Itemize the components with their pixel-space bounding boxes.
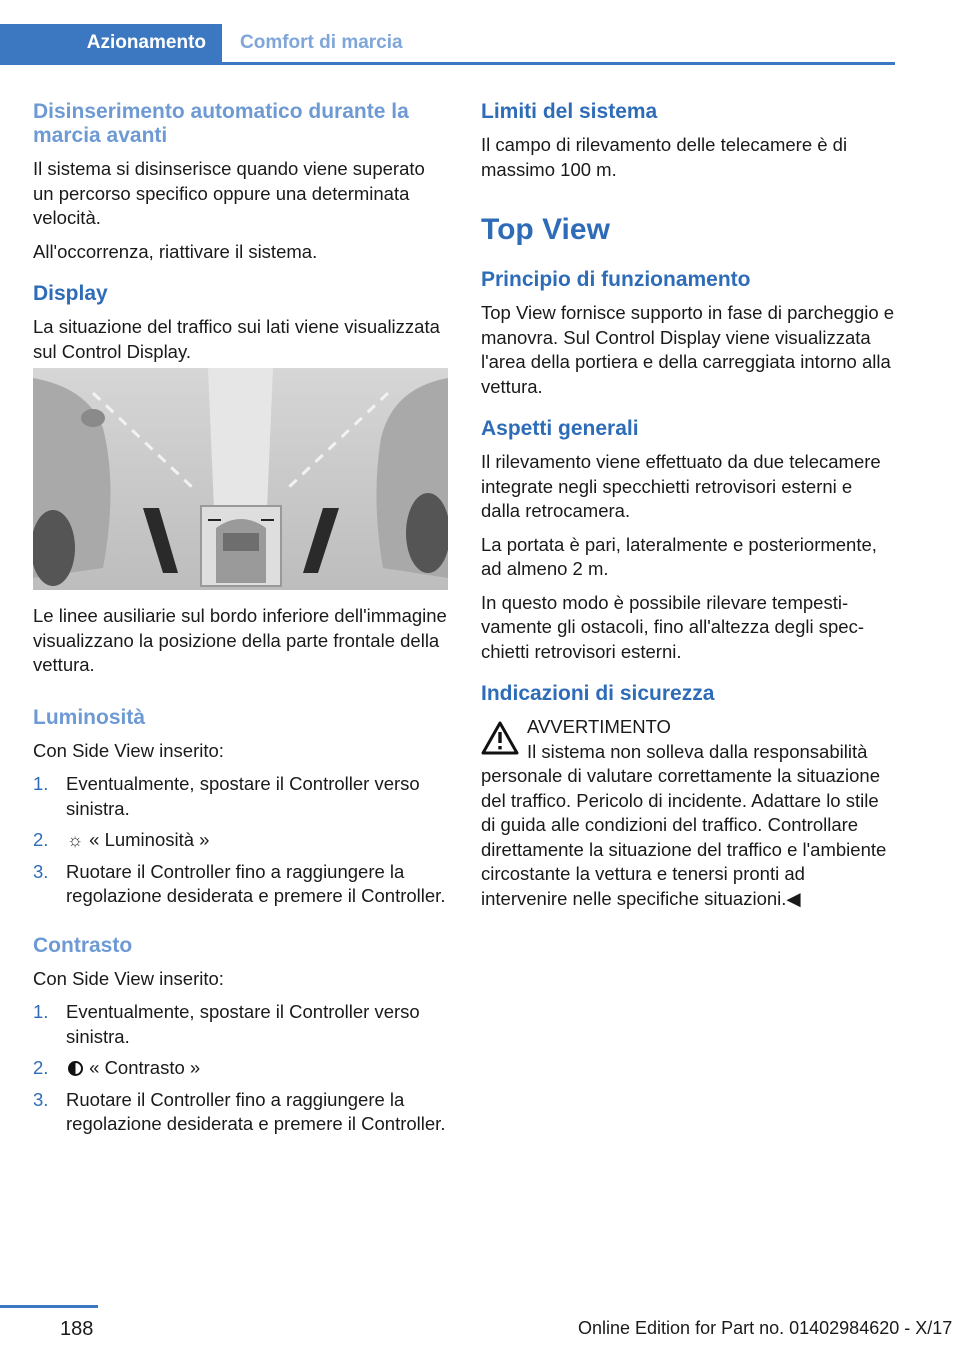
- paragraph-contrasto-intro: Con Side View inserito:: [33, 967, 224, 989]
- paragraph-aspetti-3: In questo modo è possibile rilevare tempestivamente gli ostacoli, fino all'altezza degli specchietti retrovisori esterni.: [481, 591, 864, 662]
- warning-triangle-icon: [481, 721, 519, 755]
- heading-aspetti: Aspetti generali: [481, 417, 639, 440]
- contrasto-steps: [33, 1000, 448, 1137]
- paragraph-aspetti-2: La portata è pari, lateralmente e posteriormente, ad almeno 2 m.: [481, 533, 877, 579]
- list-item: 1. Eventualmente, spostare il Controller verso sinistra.: [33, 1001, 420, 1047]
- paragraph-aspetti-1: Il rilevamento viene effettuato da due telecamere integrate negli specchietti retrovisori esterni e dalla retrocamera.: [481, 451, 881, 521]
- heading-limiti: Limiti del sistema: [481, 100, 658, 123]
- heading-display: Display: [33, 282, 108, 305]
- heading-principio: Principio di funzionamento: [481, 268, 751, 291]
- warning-block: [481, 715, 896, 740]
- side-view-illustration: [33, 368, 448, 590]
- paragraph-limiti: Il campo di rilevamento delle telecamere è di massimo 100 m.: [481, 134, 848, 180]
- list-item: 2. « Contrasto »: [33, 1057, 201, 1078]
- header-tabbar: [0, 24, 895, 65]
- left-column: [33, 100, 448, 1144]
- list-item: 1. Eventualmente, spostare il Controller verso sinistra.: [33, 773, 420, 819]
- contrast-icon: [68, 1061, 83, 1076]
- paragraph-principio: Top View fornisce supporto in fase di parcheggio e manovra. Sul Control Display viene visualizzata l'area della portiera e della carreggiata intorno alla vettura.: [481, 302, 895, 397]
- list-item: 3. Ruotare il Controller fino a raggiungere la regolazione desiderata e premere il Controller.: [33, 1088, 446, 1134]
- right-column: [481, 100, 896, 911]
- paragraph-luminosita-intro: Con Side View inserito:: [33, 739, 224, 761]
- warning-body: Il sistema non solleva dalla responsabilità personale di valutare correttamente la situazione del traffico. Pericolo di incidente. Adattare lo stile di guida alle condizioni del traffico. Controllare direttamente la situazione del traffico e l'ambiente circostante la vettura e tenersi pronti ad intervenire nelle specifiche situazioni.◀: [481, 740, 887, 909]
- list-item: 3. Ruotare il Controller fino a raggiungere la regolazione desiderata e premere il Controller.: [33, 860, 446, 906]
- edition-text: Online Edition for Part no. 01402984620 - X/17: [578, 1318, 953, 1338]
- heading-top-view: Top View: [481, 213, 610, 246]
- tab-azionamento[interactable]: Azionamento: [0, 24, 222, 62]
- heading-contrasto: Contrasto: [33, 933, 133, 957]
- warning-heading: AVVERTIMENTO: [527, 716, 671, 737]
- heading-luminosita: Luminosità: [33, 705, 146, 729]
- list-item: 2. ☼ « Luminosità »: [33, 828, 448, 853]
- heading-disinserimento: Disinserimento automatico durante la marcia avanti: [33, 100, 409, 147]
- tab-comfort-di-marcia[interactable]: Comfort di marcia: [240, 32, 403, 53]
- paragraph-linee-ausiliarie: Le linee ausiliarie sul bordo inferiore dell'immagine visualizzano la posizione della parte frontale della vettura.: [33, 605, 447, 675]
- heading-sicurezza: Indicazioni di sicurezza: [481, 682, 715, 705]
- page-number: 188: [60, 1318, 94, 1340]
- footer-line: [0, 1305, 98, 1308]
- luminosita-steps: [33, 772, 448, 909]
- paragraph-display: La situazione del traffico sui lati viene visualizzata sul Control Display.: [33, 316, 440, 362]
- paragraph-disinserimento: Il sistema si disinserisce quando viene superato un percorso specifico oppure una determinata velocità.: [33, 158, 425, 228]
- paragraph-riattivare: All'occorrenza, riattivare il sistema.: [33, 240, 318, 262]
- sun-icon: ☼: [66, 830, 84, 850]
